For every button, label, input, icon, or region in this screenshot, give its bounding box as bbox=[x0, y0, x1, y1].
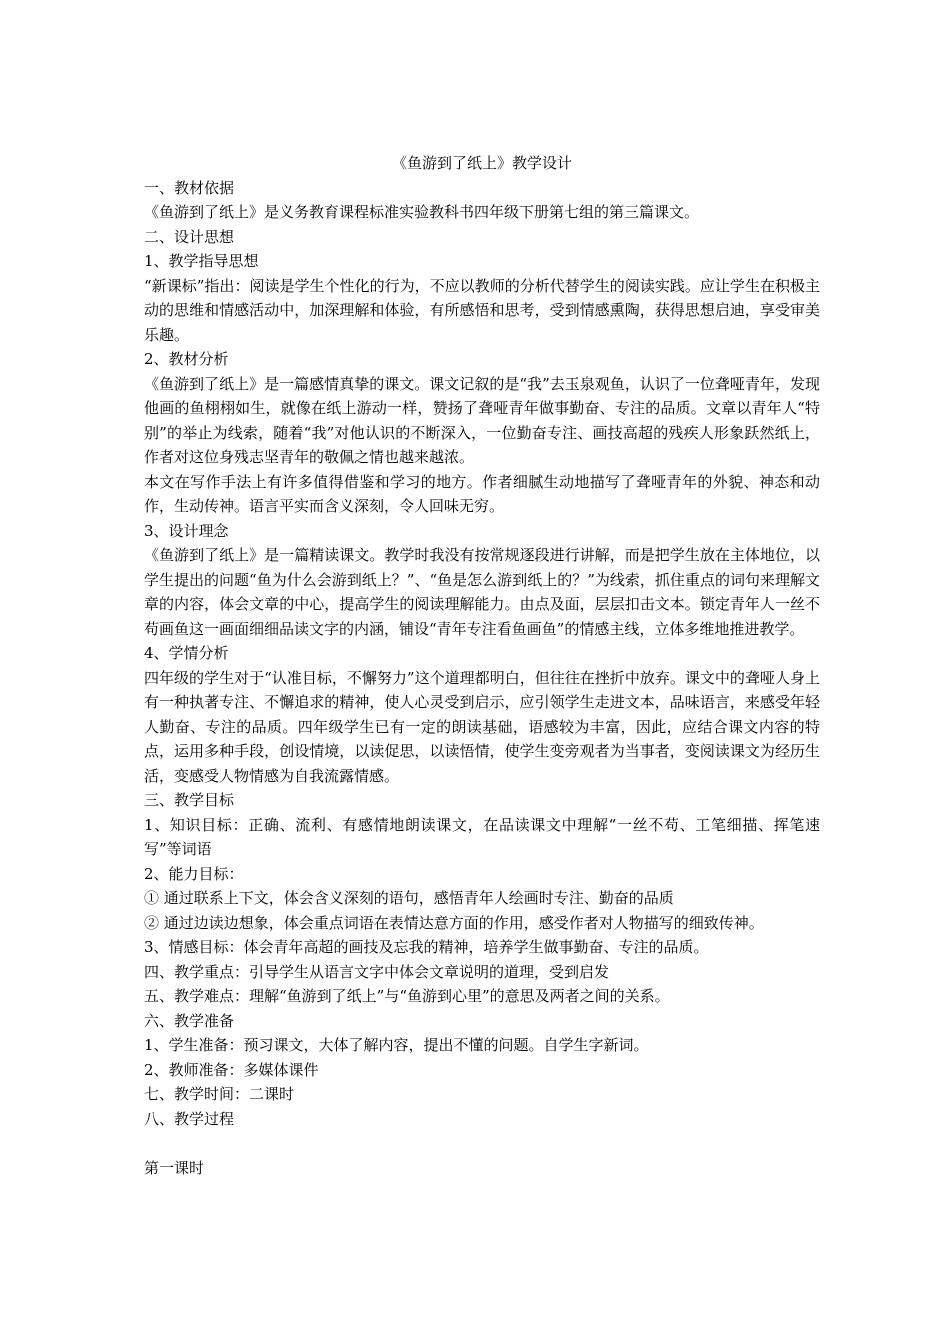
section-heading-teaching-goals: 三、教学目标 bbox=[144, 791, 235, 809]
goal-ability-item-2: ② 通过边读边想象，体会重点词语在表情达意方面的作用，感受作者对人物描写的细致传神。 bbox=[144, 913, 764, 932]
section-teaching-difficulty: 五、教学难点：理解“鱼游到了纸上”与“鱼游到心里”的意思及两者之间的关系。 bbox=[144, 987, 670, 1005]
goal-emotion: 3、情感目标：体会青年高超的画技及忘我的精神，培养学生做事勤奋、专注的品质。 bbox=[144, 938, 709, 956]
subheading-teaching-guidance: 1、教学指导思想 bbox=[144, 252, 259, 270]
goal-ability-item-1: ① 通过联系上下文，体会含义深刻的语句，感悟青年人绘画时专注、勤奋的品质 bbox=[144, 889, 674, 907]
paragraph-learner-analysis: 四年级的学生对于“认准目标，不懈努力”这个道理都明白，但往往在挫折中放弃。课文中的聋哑人身上有一种执著专注、不懈追求的精神，使人心灵受到启示，应引领学生走进文本，品味语言，来感受年轻人勤奋、专注的品质。四年级学生已有一定的朗读基础，语感较为丰富，因此，应结合课文内容的特点，运用多种手段，创设情境，以读促思，以读悟情，使学生变旁观者为当事者，变阅读课文为经历生活，变感受人物情感为自我流露情感。 bbox=[144, 668, 820, 785]
prep-student: 1、学生准备：预习课文，大体了解内容，提出不懂的问题。自学生字新词。 bbox=[144, 1036, 649, 1054]
goal-ability-heading: 2、能力目标： bbox=[144, 864, 244, 883]
paragraph-teaching-guidance: “新课标”指出：阅读是学生个性化的行为，不应以教师的分析代替学生的阅读实践。应让学生在积极主动的思维和情感活动中，加深理解和体验，有所感悟和思考，受到情感熏陶，获得思想启迪，享受审美乐趣。 bbox=[144, 276, 820, 344]
lesson-one-heading: 第一课时 bbox=[144, 1158, 205, 1177]
goal-knowledge: 1、知识目标：正确、流利、有感情地朗读课文，在品读课文中理解“一丝不苟、工笔细描、挥笔速写”等词语 bbox=[144, 815, 820, 858]
document-title: 《鱼游到了纸上》教学设计 bbox=[391, 154, 572, 172]
subheading-learner-analysis: 4、学情分析 bbox=[144, 644, 229, 662]
document-page bbox=[144, 151, 820, 1180]
section-heading-preparation: 六、教学准备 bbox=[144, 1011, 235, 1030]
subheading-textbook-analysis: 2、教材分析 bbox=[144, 350, 229, 368]
prep-teacher: 2、教师准备：多媒体课件 bbox=[144, 1060, 319, 1079]
subheading-design-concept: 3、设计理念 bbox=[144, 521, 229, 540]
section-heading-textbook-basis: 一、教材依据 bbox=[144, 178, 235, 197]
section-heading-teaching-process: 八、教学过程 bbox=[144, 1109, 235, 1128]
paragraph-textbook-basis: 《鱼游到了纸上》是义务教育课程标准实验教科书四年级下册第七组的第三篇课文。 bbox=[144, 203, 700, 221]
section-heading-design-thinking: 二、设计思想 bbox=[144, 227, 235, 246]
paragraph-design-concept: 《鱼游到了纸上》是一篇精读课文。教学时我没有按常规逐段进行讲解，而是把学生放在主体地位，以学生提出的问题“鱼为什么会游到纸上？”、“鱼是怎么游到纸上的？”为线索，抓住重点的词句来理解文章的内容，体会文章的中心，提高学生的阅读理解能力。由点及面，层层扣击文本。锁定青年人一丝不苟画鱼这一画面细细品读文字的内涵，铺设“青年专注看鱼画鱼”的情感主线，立体多维地推进教学。 bbox=[144, 546, 820, 638]
paragraph-textbook-analysis-1: 《鱼游到了纸上》是一篇感情真挚的课文。课文记叙的是“我”去玉泉观鱼，认识了一位聋哑青年，发现他画的鱼栩栩如生，就像在纸上游动一样，赞扬了聋哑青年做事勤奋、专注的品质。文章以青年人“特别”的举止为线索，随着“我”对他认识的不断深入，一位勤奋专注、画技高超的残疾人形象跃然纸上，作者对这位身残志坚青年的敬佩之情也越来越浓。 bbox=[144, 374, 820, 466]
section-teaching-focus: 四、教学重点：引导学生从语言文字中体会文章说明的道理，受到启发 bbox=[144, 962, 610, 981]
section-teaching-time: 七、教学时间：二课时 bbox=[144, 1085, 295, 1103]
blank-line bbox=[144, 1131, 820, 1156]
paragraph-textbook-analysis-2: 本文在写作手法上有许多值得借鉴和学习的地方。作者细腻生动地描写了聋哑青年的外貌、神态和动作，生动传神。语言平实而含义深刻，令人回味无穷。 bbox=[144, 472, 820, 515]
